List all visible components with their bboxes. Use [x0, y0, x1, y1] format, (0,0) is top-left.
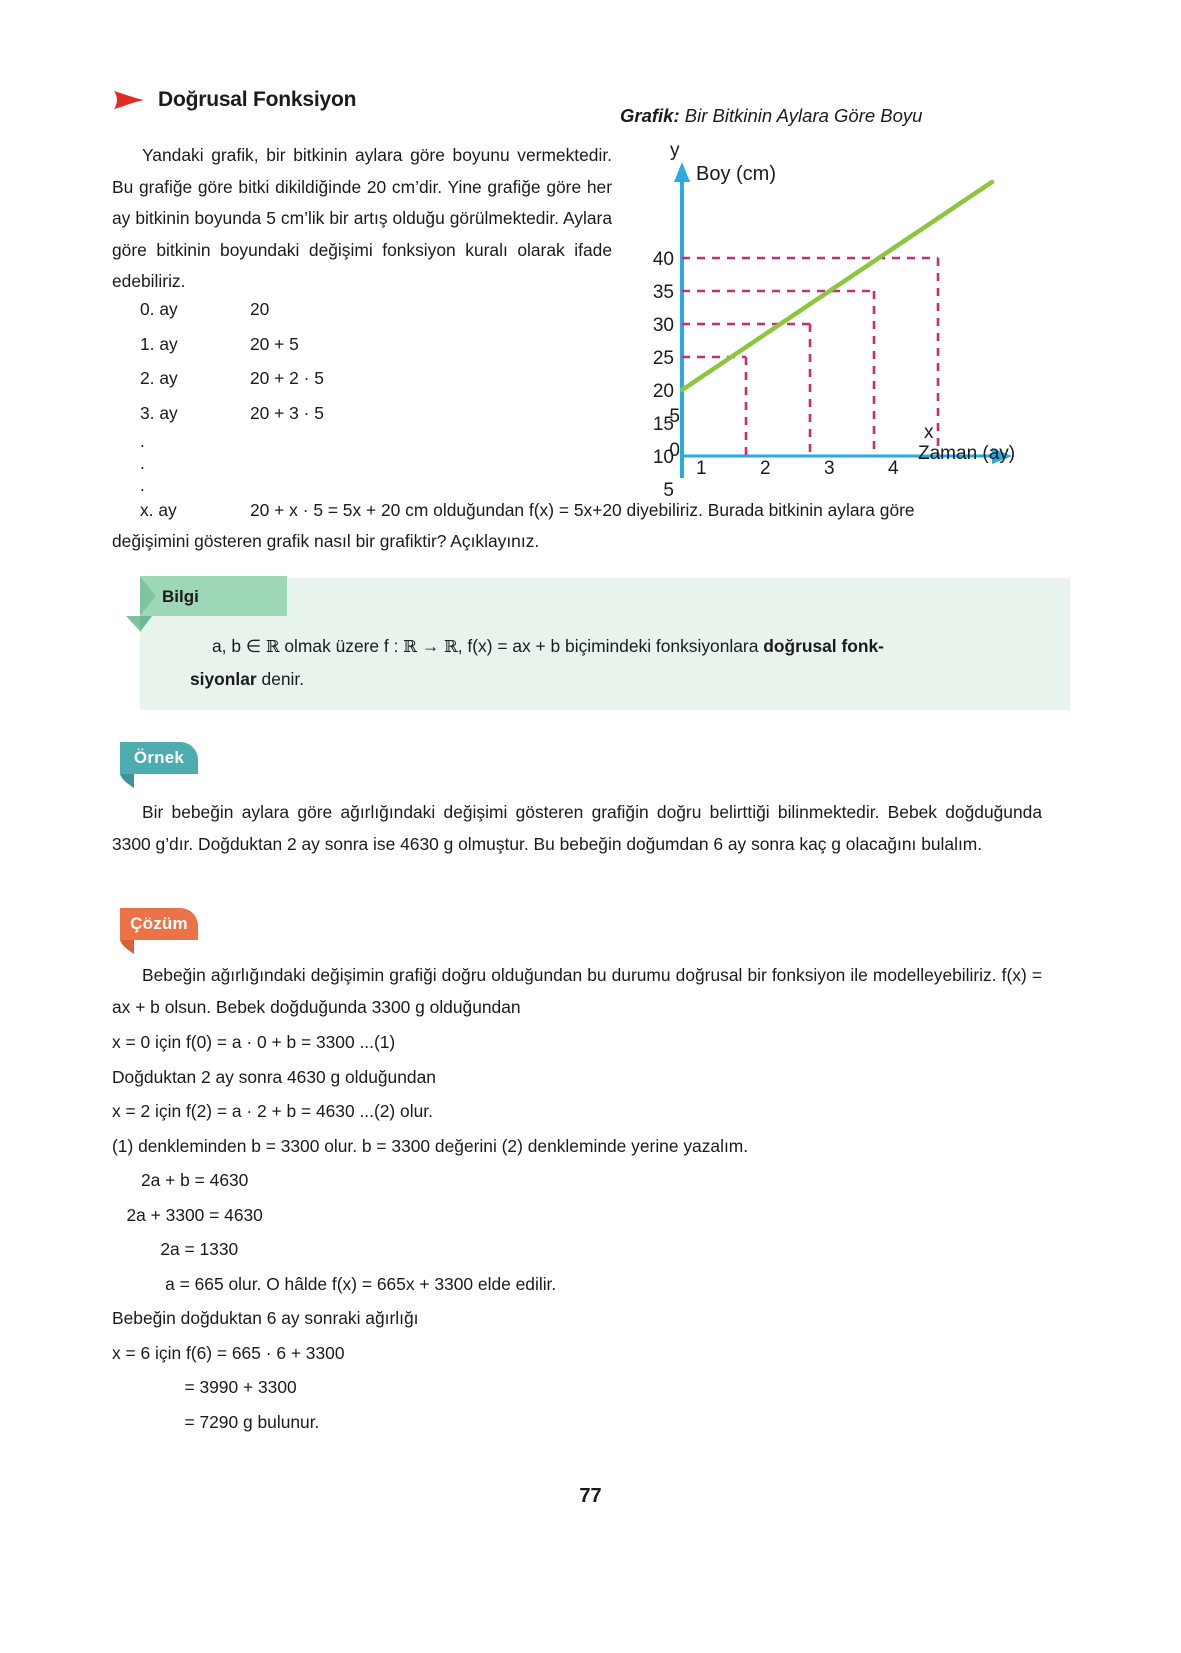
svg-text:30: 30: [652, 315, 674, 336]
cozum-paragraph: Bebeğin ağırlığındaki değişimin grafiği doğru olduğundan bu durumu doğrusal bir fonksiyon ile modelleyebiliriz. f(x) = ax + b olsun. Bebek doğduğunda 3300 g olduğundan: [112, 965, 1042, 1017]
solution-line: Bebeğin doğduktan 6 ay sonraki ağırlığı: [112, 1308, 419, 1328]
real-set-symbol: ℝ: [403, 637, 417, 656]
solution-line: = 7290 g bulunur.: [112, 1411, 320, 1432]
y-tick-0: 0: [669, 440, 680, 461]
solution-line: x = 0 için f(0) = a · 0 + b = 3300 ...(1): [112, 1032, 396, 1052]
y-axis: [674, 162, 690, 478]
ellipsis-dot: .: [140, 453, 145, 473]
solution-line: = 3990 + 3300: [112, 1377, 297, 1397]
month-label: 2. ay: [140, 368, 178, 388]
guide-lines: [682, 258, 938, 456]
x-tick-2: 2: [760, 458, 771, 479]
svg-text:15: 15: [652, 414, 674, 435]
x-axis-name: Zaman (ay): [918, 443, 1016, 464]
red-right-arrow-icon: [112, 89, 146, 111]
x-tick-1: 1: [696, 458, 707, 479]
solution-line: Doğduktan 2 ay sonra 4630 g olduğundan: [112, 1066, 436, 1087]
month-value: 20 + 2 · 5: [250, 368, 324, 388]
closing-line-2: değişimini gösteren grafik nasıl bir grafiktir? Açıklayınız.: [112, 531, 540, 551]
y-tick-labels: [653, 249, 674, 501]
intro-paragraph: Yandaki grafik, bir bitkinin aylara göre boyunu vermektedir. Bu grafiğe göre bitki dikildiğinde 20 cm’dir. Yine grafiğe göre her ay bitkinin boyunda 5 cm’lik bir artış olduğu görülmektedir. Aylara göre bitkinin boyundaki değişimi fonksiyon kuralı olarak ifade edebiliriz.: [112, 145, 612, 291]
section-heading: [112, 88, 356, 112]
ornek-badge: [120, 742, 198, 790]
table-row: [140, 327, 560, 362]
ornek-paragraph: Bir bebeğin aylara göre ağırlığındaki değişimi gösteren grafiğin doğru belirttiği bilinmektedir. Bebek doğduğunda 3300 g’dır. Doğduktan 2 ay sonra ise 4630 g olmuştur. Bu bebeğin doğumdan 6 ay sonra kaç g olacağını bulalım.: [112, 802, 1042, 854]
graph-title-rest: Bir Bitkinin Aylara Göre Boyu: [679, 105, 923, 126]
solution-line: (1) denkleminden b = 3300 olur. b = 3300 değerini (2) denkleminde yerine yazalım.: [112, 1135, 749, 1156]
bilgi-text-p2: olmak üzere f :: [279, 636, 404, 656]
solution-line: 2a = 1330: [112, 1239, 239, 1259]
closing-text-1: 20 + x · 5 = 5x + 20 cm olduğundan f(x) = 5x+20 diyebiliriz. Burada bitkinin aylara göre: [250, 500, 915, 520]
bilgi-tag: [112, 576, 292, 624]
svg-text:40: 40: [652, 249, 674, 270]
month-value: 20 + 3 · 5: [250, 402, 324, 423]
solution-line: a = 665 olur. O hâlde f(x) = 665x + 3300 elde edilir.: [112, 1273, 557, 1294]
y-tick-5: 5: [669, 406, 680, 427]
graph-title-prefix: Grafik:: [620, 105, 680, 126]
ellipsis-dot: .: [140, 475, 145, 495]
solution-line: x = 6 için f(6) = 665 · 6 + 3300: [112, 1342, 345, 1363]
month-value: 20 + 5: [250, 333, 299, 354]
bilgi-text-arrow: →: [416, 636, 445, 656]
bilgi-text-p3: , f(x) = ax + b biçimindeki fonksiyonlara: [457, 636, 764, 656]
month-value-table: [140, 292, 560, 496]
growth-line: [682, 182, 992, 390]
solution-line: 2a + 3300 = 4630: [112, 1204, 263, 1225]
y-axis-label: Boy (cm): [696, 163, 776, 185]
cozum-badge-label: Çözüm: [130, 914, 188, 933]
svg-text:35: 35: [652, 282, 674, 303]
svg-text:5: 5: [663, 480, 674, 501]
bilgi-text-p1: a, b ∈: [212, 636, 266, 656]
bilgi-text: [190, 630, 980, 695]
y-axis-letter: y: [670, 140, 680, 161]
table-row: [140, 396, 560, 431]
ellipsis-dot: .: [140, 431, 145, 451]
closing-label: x. ay: [140, 500, 177, 520]
month-value: 20: [250, 299, 270, 319]
svg-text:25: 25: [652, 348, 674, 369]
x-tick-3: 3: [824, 458, 835, 479]
table-row: [140, 292, 560, 327]
svg-text:10: 10: [652, 447, 674, 468]
x-axis-letter: x: [924, 422, 934, 443]
month-label: 1. ay: [140, 333, 178, 354]
bilgi-text-p4: denir.: [256, 669, 305, 689]
svg-text:20: 20: [652, 381, 674, 402]
solution-lines: [112, 1025, 1042, 1439]
solution-line: x = 2 için f(2) = a · 2 + b = 4630 ...(2) olur.: [112, 1101, 433, 1121]
closing-line-1: [140, 495, 1040, 526]
cozum-badge: [120, 908, 198, 956]
solution-line: 2a + b = 4630: [112, 1170, 249, 1190]
graph-title: [620, 105, 1020, 127]
page-number: 77: [579, 1485, 602, 1507]
bilgi-bold-1: doğrusal fonk-: [763, 636, 884, 656]
real-set-symbol: ℝ: [265, 637, 280, 656]
bilgi-tag-label: Bilgi: [162, 587, 199, 606]
section-title: Doğrusal Fonksiyon: [158, 88, 357, 111]
table-row: [140, 361, 560, 396]
plant-height-chart: [640, 138, 1040, 501]
month-label: 3. ay: [140, 402, 178, 423]
month-label: 0. ay: [140, 299, 178, 319]
real-set-symbol: ℝ: [444, 637, 458, 656]
bilgi-bold-2: siyonlar: [190, 669, 257, 689]
x-tick-4: 4: [888, 458, 899, 479]
ornek-badge-label: Örnek: [133, 748, 185, 767]
